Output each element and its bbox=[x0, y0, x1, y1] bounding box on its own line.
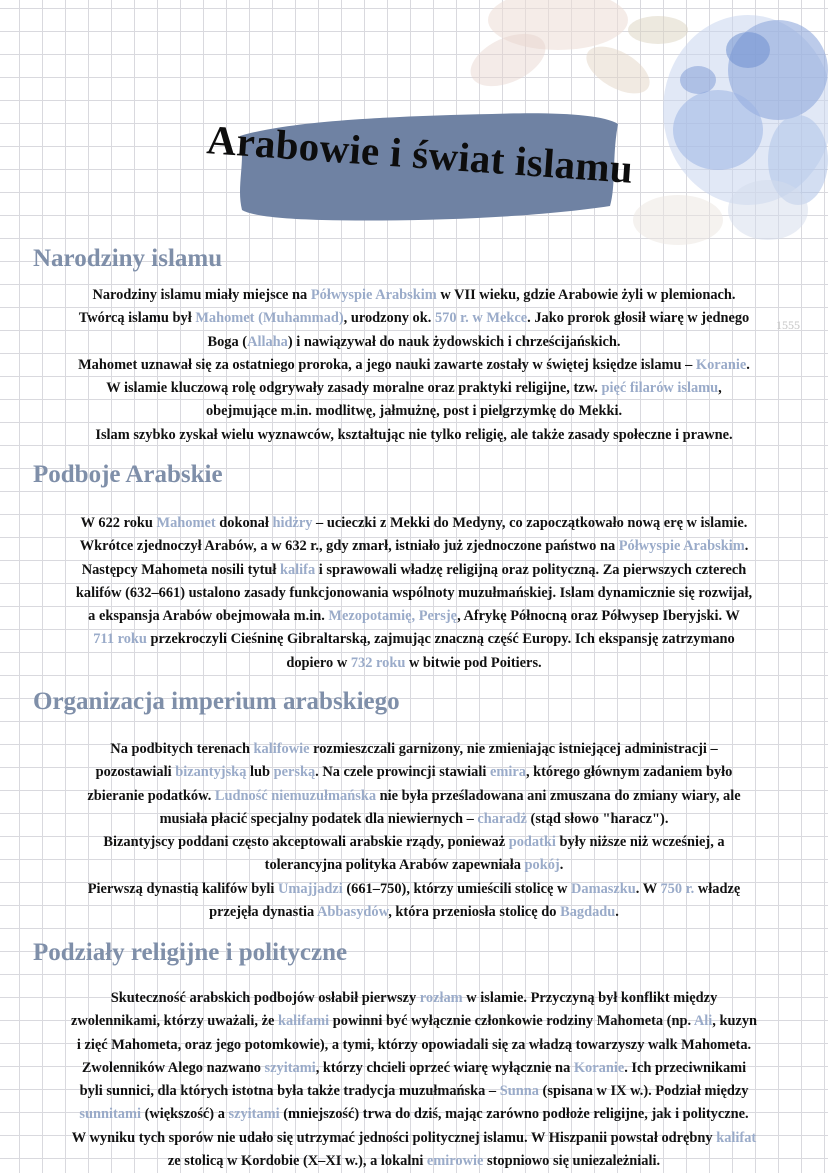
text-line bbox=[30, 652, 798, 675]
section-heading: Narodziny islamu bbox=[33, 245, 223, 272]
text-segment: dokonał bbox=[215, 515, 273, 531]
text-segment: . bbox=[615, 904, 619, 921]
highlighted-term: Damaszku bbox=[571, 880, 636, 897]
text-segment: Narodziny islamu miały miejsce na bbox=[92, 287, 311, 303]
highlighted-term: Półwyspie Arabskim bbox=[310, 287, 437, 303]
text-segment: Twórcą islamu był bbox=[78, 310, 196, 327]
text-line bbox=[30, 559, 798, 582]
text-segment: , Afrykę Północną oraz Półwysep Iberyjski. W bbox=[457, 608, 740, 625]
text-segment: zbieranie podatków. bbox=[87, 787, 215, 804]
section-body bbox=[30, 284, 798, 447]
text-line bbox=[30, 1057, 798, 1080]
highlighted-term: 570 r. w Mekce bbox=[434, 310, 528, 327]
highlighted-term: sunnitami bbox=[79, 1106, 141, 1123]
highlighted-term: kalifami bbox=[277, 1013, 330, 1030]
text-segment: ) i nawiązywał do nauk żydowskich i chrześcijańskich. bbox=[287, 333, 621, 350]
text-line bbox=[30, 307, 798, 330]
text-line bbox=[30, 808, 798, 831]
text-segment: kalifów (632–661) ustalono zasady funkcjonowania wspólnoty muzułmańskiej. Islam dynamicznie się rozwijał, bbox=[75, 584, 753, 601]
text-segment: Na podbitych terenach bbox=[110, 741, 254, 757]
text-segment: ze stolicą w Kordobie (X–XI w.), a lokalni bbox=[167, 1153, 427, 1170]
highlighted-term: 732 roku bbox=[350, 654, 406, 671]
text-segment: (stąd słowo "haracz"). bbox=[526, 810, 669, 827]
text-segment: . bbox=[559, 857, 564, 874]
text-line bbox=[30, 1080, 798, 1103]
text-segment: , którzy chcieli oprzeć wiarę wyłącznie na bbox=[315, 1059, 574, 1076]
text-segment: (661–750), którzy umieścili stolicę w bbox=[342, 880, 571, 897]
highlighted-term: kalifowie bbox=[253, 741, 310, 757]
text-line bbox=[30, 1010, 798, 1033]
text-segment: a ekspansja Arabów obejmowała m.in. bbox=[88, 608, 329, 625]
text-segment: Następcy Mahometa nosili tytuł bbox=[81, 561, 280, 578]
margin-note: 1555 bbox=[776, 318, 800, 332]
text-segment: (mniejszość) trwa do dziś, mając zarówno podłoże religijne, jak i polityczne. bbox=[279, 1106, 749, 1123]
highlighted-term: Allaha bbox=[247, 333, 288, 350]
page-title: Arabowie i świat islamu bbox=[205, 116, 635, 192]
text-segment: musiała płacić specjalny podatek dla niewiernych – bbox=[159, 810, 478, 827]
text-segment: Mahomet uznawał się za ostatniego proroka, a jego nauki zawarte zostały w świętej księdze islamu – bbox=[78, 356, 696, 373]
text-line bbox=[30, 1034, 798, 1057]
text-line bbox=[30, 738, 798, 761]
text-segment: . Na czele prowincji stawiali bbox=[315, 764, 490, 781]
highlighted-term: szyitami bbox=[228, 1106, 280, 1123]
highlighted-term: hidżry bbox=[272, 515, 313, 531]
text-line bbox=[30, 854, 798, 877]
text-line bbox=[30, 1127, 798, 1150]
text-line bbox=[30, 284, 798, 307]
section-body bbox=[30, 987, 798, 1173]
text-line bbox=[30, 628, 798, 651]
text-line bbox=[30, 331, 798, 354]
highlighted-term: 711 roku bbox=[93, 631, 147, 648]
title-block bbox=[190, 100, 650, 230]
text-segment: Skuteczność arabskich podbojów osłabił pierwszy bbox=[110, 990, 420, 1006]
text-segment: były niższe niż wcześniej, a bbox=[555, 834, 725, 851]
highlighted-term: pięć filarów islamu bbox=[601, 380, 719, 397]
text-segment: W 622 roku bbox=[80, 515, 157, 531]
highlighted-term: 750 r. bbox=[660, 880, 695, 897]
highlighted-term: Sunna bbox=[499, 1083, 539, 1100]
text-segment: , kuzyn bbox=[712, 1013, 758, 1030]
highlighted-term: emira bbox=[489, 764, 526, 781]
text-segment: W islamie kluczową rolę odgrywały zasady moralne oraz praktyki religijne, tzw. bbox=[106, 380, 602, 397]
text-segment: pozostawiali bbox=[95, 764, 176, 781]
highlighted-term: Abbasydów bbox=[317, 904, 389, 921]
text-line bbox=[30, 582, 798, 605]
text-segment: . Ich przeciwnikami bbox=[624, 1059, 747, 1076]
section-body bbox=[30, 512, 798, 675]
highlighted-term: kalifat bbox=[716, 1129, 757, 1146]
text-segment: . bbox=[744, 538, 749, 555]
section-heading: Podziały religijne i polityczne bbox=[33, 939, 348, 966]
highlighted-term: rozłam bbox=[419, 990, 463, 1006]
text-segment: byli sunnici, dla których istotna była także tradycja muzułmańska – bbox=[79, 1083, 500, 1100]
text-segment: powinni być wyłącznie członkowie rodziny Mahometa (np. bbox=[329, 1013, 694, 1030]
text-segment: przejęła dynastia bbox=[209, 904, 318, 921]
text-line bbox=[30, 878, 798, 901]
text-line bbox=[30, 400, 798, 423]
text-segment: (większość) a bbox=[140, 1106, 229, 1123]
text-segment: Zwolenników Alego nazwano bbox=[81, 1059, 265, 1076]
text-line bbox=[30, 605, 798, 628]
text-segment: w bitwie pod Poitiers. bbox=[405, 654, 542, 671]
text-segment: – ucieczki z Mekki do Medyny, co zapoczątkowało nową erę w islamie. bbox=[312, 515, 748, 531]
highlighted-term: Koranie bbox=[573, 1059, 625, 1076]
highlighted-term: Mahomet (Muhammad) bbox=[195, 310, 344, 327]
text-segment: Islam szybko zyskał wielu wyznawców, kształtując nie tylko religię, ale także zasady społeczne i prawne. bbox=[95, 426, 733, 443]
text-segment: władzę bbox=[694, 880, 741, 897]
text-segment: tolerancyjna polityka Arabów zapewniała bbox=[264, 857, 525, 874]
text-line bbox=[30, 761, 798, 784]
text-line bbox=[30, 831, 798, 854]
text-line bbox=[30, 901, 798, 924]
text-segment: obejmujące m.in. modlitwę, jałmużnę, post i pielgrzymkę do Mekki. bbox=[205, 403, 623, 420]
text-segment: Pierwszą dynastią kalifów byli bbox=[87, 880, 279, 897]
text-line bbox=[30, 987, 798, 1010]
text-segment: i zięć Mahometa, oraz jego potomkowie), a tymi, którzy opowiadali się za władzą towarzyszy walk Mahometa. bbox=[76, 1036, 752, 1053]
text-segment: przekroczyli Cieśninę Gibraltarską, zajmując znaczną część Europy. Ich ekspansję zatrzymano bbox=[146, 631, 735, 648]
highlighted-term: pokój bbox=[524, 857, 560, 874]
text-segment: lub bbox=[246, 764, 274, 781]
text-segment: , urodzony ok. bbox=[343, 310, 435, 327]
highlighted-term: Umajjadzi bbox=[278, 880, 343, 897]
text-line bbox=[30, 512, 798, 535]
text-segment: dopiero w bbox=[286, 654, 351, 671]
text-segment: . W bbox=[635, 880, 661, 897]
text-segment: Wkrótce zjednoczył Arabów, a w 632 r., gdy zmarł, istniało już zjednoczone państwo na bbox=[79, 538, 619, 555]
highlighted-term: Ali bbox=[693, 1013, 713, 1030]
text-segment: nie była prześladowana ani zmuszana do zmiany wiary, ale bbox=[376, 787, 741, 804]
text-segment: Bizantyjscy poddani często akceptowali arabskie rządy, ponieważ bbox=[103, 834, 509, 851]
highlighted-term: Mezopotamię, Persję bbox=[328, 608, 458, 625]
highlighted-term: charadż bbox=[477, 810, 527, 827]
text-segment: w VII wieku, gdzie Arabowie żyli w plemionach. bbox=[436, 287, 736, 303]
text-line bbox=[30, 424, 798, 447]
highlighted-term: bizantyjską bbox=[175, 764, 247, 781]
text-segment: , którego głównym zadaniem było bbox=[525, 764, 733, 781]
highlighted-term: podatki bbox=[508, 834, 556, 851]
text-line bbox=[30, 535, 798, 558]
highlighted-term: perską bbox=[273, 764, 316, 781]
text-line bbox=[30, 377, 798, 400]
text-segment: w islamie. Przyczyną był konflikt między bbox=[462, 990, 718, 1006]
text-segment: (spisana w IX w.). Podział między bbox=[538, 1083, 749, 1100]
text-line bbox=[30, 1150, 798, 1173]
highlighted-term: Mahomet bbox=[156, 515, 216, 531]
highlighted-term: Bagdadu bbox=[560, 904, 616, 921]
text-segment: , bbox=[718, 380, 722, 397]
text-segment: , która przeniosła stolicę do bbox=[388, 904, 561, 921]
text-segment: i sprawowali władzę religijną oraz polityczną. Za pierwszych czterech bbox=[315, 561, 747, 578]
highlighted-term: emirowie bbox=[426, 1153, 484, 1170]
text-line bbox=[30, 354, 798, 377]
text-line bbox=[30, 785, 798, 808]
text-segment: Boga ( bbox=[207, 333, 248, 350]
section-heading: Podboje Arabskie bbox=[33, 461, 223, 488]
text-segment: rozmieszczali garnizony, nie zmieniając istniejącej administracji – bbox=[309, 741, 718, 757]
highlighted-term: Ludność niemuzułmańska bbox=[214, 787, 377, 804]
text-segment: . Jako prorok głosił wiarę w jednego bbox=[527, 310, 750, 327]
text-segment: zwolennikami, którzy uważali, że bbox=[70, 1013, 278, 1030]
text-segment: W wyniku tych sporów nie udało się utrzymać jedności politycznej islamu. W Hiszpanii powstał odrębny bbox=[71, 1129, 717, 1146]
text-segment: stopniowo się uniezależniali. bbox=[483, 1153, 661, 1170]
highlighted-term: Półwyspie Arabskim bbox=[618, 538, 745, 555]
highlighted-term: Koranie bbox=[695, 356, 747, 373]
text-segment: . bbox=[746, 356, 750, 373]
highlighted-term: szyitami bbox=[264, 1059, 316, 1076]
section-heading: Organizacja imperium arabskiego bbox=[33, 688, 400, 715]
text-line bbox=[30, 1103, 798, 1126]
section-body bbox=[30, 738, 798, 924]
highlighted-term: kalifa bbox=[279, 561, 316, 578]
